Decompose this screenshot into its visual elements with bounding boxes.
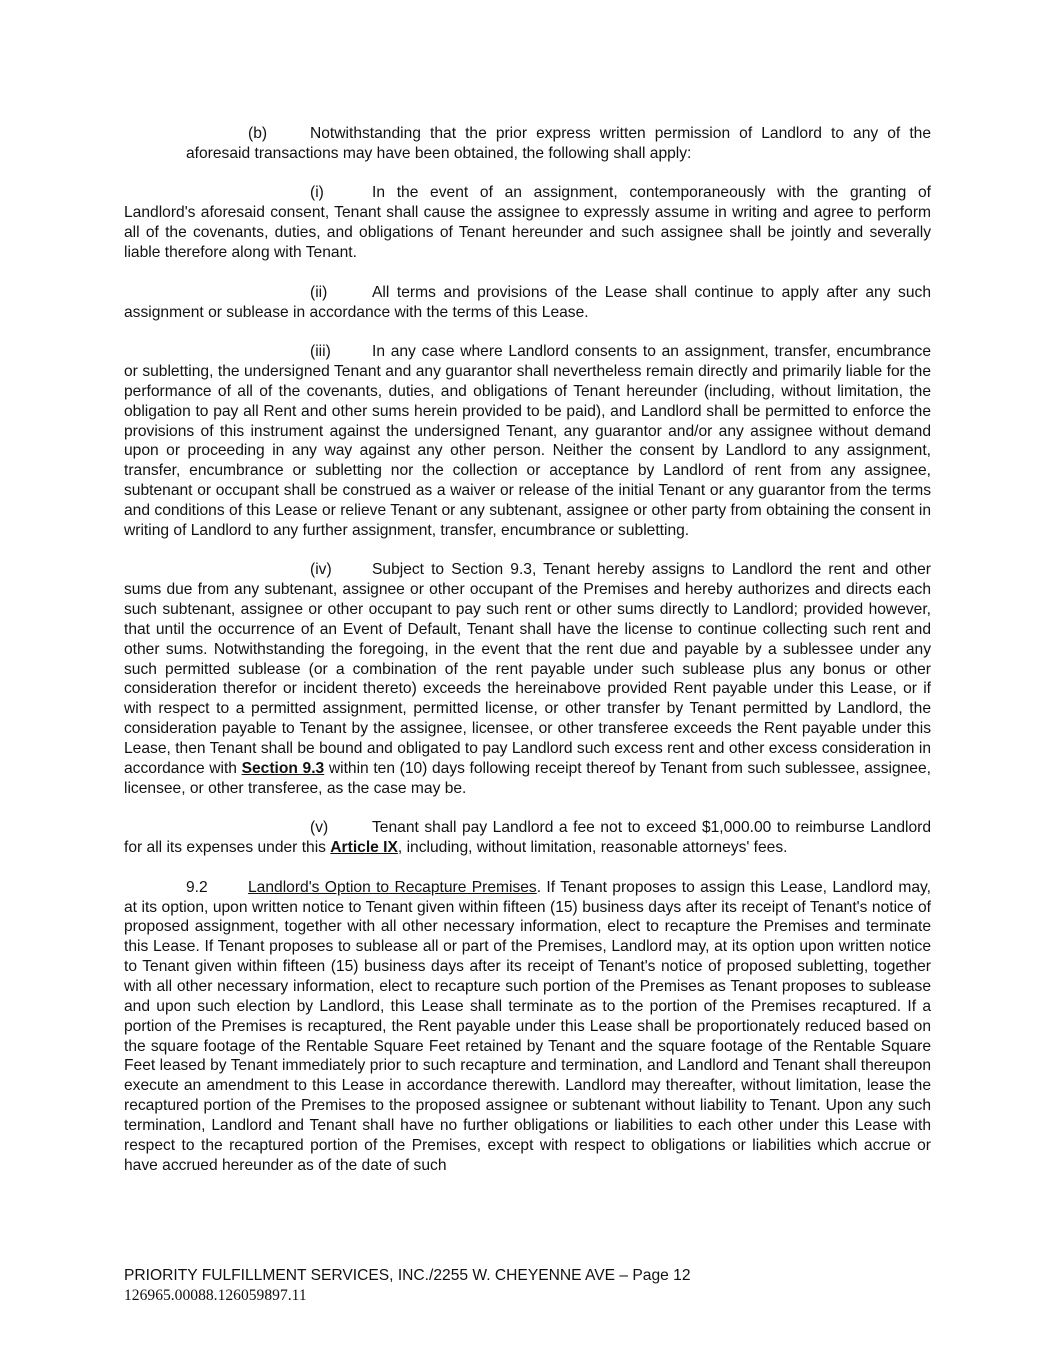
paragraph-ii (124, 283, 931, 323)
paragraph-iv-text-after: within ten (10) days following receipt thereof by Tenant from such sublessee, assignee, licensee, or other transferee, as the case may be. (124, 759, 931, 797)
paragraph-iii-text: In any case where Landlord consents to an assignment, transfer, encumbrance or subletting, the undersigned Tenant and any guarantor shall nevertheless remain directly and primarily liable for the performance of all of the covenants, duties, and obligations of Tenant hereunder (including, without limitation, the obligation to pay all Rent and other sums herein provided to be paid), and Landlord shall be permitted to enforce the provisions of this instrument against the undersigned Tenant, any guarantor and/or any assignee without demand upon or proceeding in any way against any other person. Neither the consent by Landlord to any assignment, transfer, encumbrance or subletting nor the collection or acceptance by Landlord of rent from any assignee, subtenant or occupant shall be construed as a waiver or release of the initial Tenant or any guarantor from the terms and conditions of this Lease or relieve Tenant or any subtenant, assignee or other party from obtaining the consent in writing of Landlord to any further assignment, transfer, encumbrance or subletting. (124, 343, 931, 539)
section-9-2-number: 9.2 (186, 878, 208, 896)
paragraph-iv-label: (iv) (310, 561, 332, 579)
section-9-2-heading: Landlord's Option to Recapture Premises (248, 878, 537, 896)
paragraph-v-text-before: Tenant shall pay Landlord a fee not to exceed $1,000.00 to reimburse Landlord for all its expenses under this (124, 819, 931, 857)
paragraph-iii (124, 342, 931, 540)
paragraph-iv (124, 560, 931, 798)
paragraph-v-label: (v) (310, 819, 329, 837)
paragraph-i-label: (i) (310, 184, 324, 202)
section-9-2-text: . If Tenant proposes to assign this Lease, Landlord may, at its option, upon written notice to Tenant given within fifteen (15) business days after its receipt of Tenant's notice of proposed assignment, together with all other necessary information, elect to recapture the Premises and terminate this Lease. If Tenant proposes to sublease all or part of the Premises, Landlord may, at its option upon written notice to Tenant given within fifteen (15) business days after its receipt of Tenant's notice of proposed subletting, together with all other necessary information, elect to recapture such portion of the Premises as Tenant proposes to sublease and upon such election by Landlord, this Lease shall terminate as to the portion of the Premises recaptured. If a portion of the Premises is recaptured, the Rent payable under this Lease shall be proportionately reduced based on the square footage of the Rentable Square Feet retained by Tenant and the square footage of the Rentable Square Feet leased by Tenant immediately prior to such recapture and termination, and Landlord and Tenant shall thereupon execute an amendment to this Lease in accordance therewith. Landlord may thereafter, without limitation, lease the recaptured portion of the Premises to the proposed assignee or subtenant without liability to Tenant. Upon any such termination, Landlord and Tenant shall have no further obligations or liabilities to each other under this Lease with respect to the recaptured portion of the Premises, except with respect to obligations or liabilities which accrue or have accrued hereunder as of the date of such (124, 878, 931, 1174)
paragraph-ii-text: All terms and provisions of the Lease shall continue to apply after any such assignment or sublease in accordance with the terms of this Lease. (124, 283, 931, 321)
paragraph-b-text: Notwithstanding that the prior express written permission of Landlord to any of the aforesaid transactions may have been obtained, the following shall apply: (186, 125, 931, 162)
footer-document-id: 126965.00088.126059897.11 (124, 1287, 307, 1304)
article-ix-reference: Article IX (330, 839, 398, 857)
paragraph-i-text: In the event of an assignment, contemporaneously with the granting of Landlord's aforesaid consent, Tenant shall cause the assignee to expressly assume in writing and agree to perform all of the covenants, duties, and obligations of Tenant hereunder and such assignee shall be jointly and severally liable therefore along with Tenant. (124, 184, 931, 262)
paragraph-b-label: (b) (248, 125, 268, 142)
paragraph-v (124, 818, 931, 858)
section-9-3-reference: Section 9.3 (241, 759, 325, 777)
section-9-2 (124, 878, 931, 1176)
paragraph-iv-text-before: Subject to Section 9.3, Tenant hereby assigns to Landlord the rent and other sums due from any subtenant, assignee or other occupant of the Premises and hereby authorizes and directs each such subtenant, assignee or other occupant to pay such rent or other sums directly to Landlord; provided however, that until the occurrence of an Event of Default, Tenant shall have the license to continue collecting such rent and other sums. Notwithstanding the foregoing, in the event that the rent due and payable by a sublessee under any such permitted sublease (or a combination of the rent payable under such sublease plus any bonus or other consideration therefor or incident thereto) exceeds the hereinabove provided Rent payable under this Lease, or if with respect to a permitted assignment, permitted license, or other transfer by Tenant permitted by Landlord, the consideration payable to Tenant by the assignee, licensee, or other transferee exceeds the Rent payable under this Lease, then Tenant shall be bound and obligated to pay Landlord such excess rent and other excess consideration in accordance with (124, 561, 931, 777)
paragraph-i (124, 183, 931, 262)
paragraph-ii-label: (ii) (310, 283, 328, 301)
paragraph-b (186, 124, 931, 164)
document-body (124, 124, 931, 1175)
paragraph-iii-label: (iii) (310, 343, 331, 361)
page-footer (124, 1266, 691, 1306)
footer-title: PRIORITY FULFILLMENT SERVICES, INC./2255 W. CHEYENNE AVE – Page 12 (124, 1267, 691, 1284)
paragraph-v-text-after: , including, without limitation, reasonable attorneys' fees. (397, 839, 788, 857)
